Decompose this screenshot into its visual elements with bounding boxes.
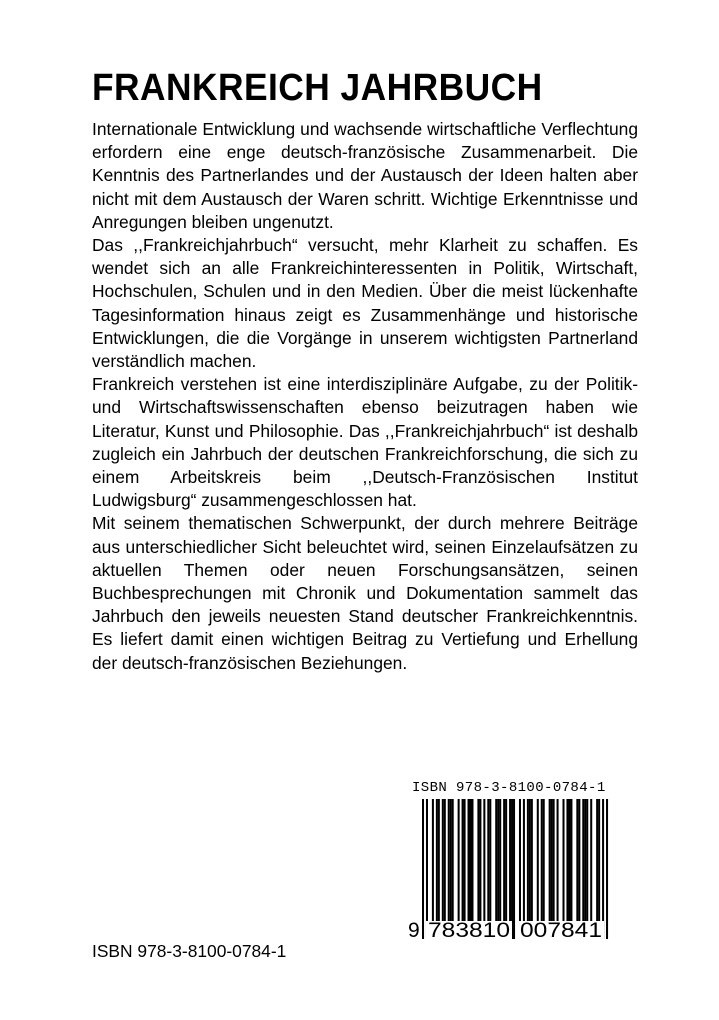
barcode-bar	[438, 799, 440, 939]
barcode-bar	[511, 799, 513, 939]
barcode-bar	[537, 799, 539, 939]
barcode-bar	[568, 799, 570, 939]
barcode-bar	[509, 799, 511, 939]
barcode-digits-right: 007841	[520, 919, 602, 939]
barcode-bar	[549, 799, 551, 939]
barcode-bar	[529, 799, 531, 939]
barcode-bar	[586, 799, 588, 939]
barcode-bar	[527, 799, 529, 939]
barcode-bar	[444, 799, 446, 939]
barcode-bar	[562, 799, 564, 939]
barcode-bar	[479, 799, 481, 939]
barcode-digit-first: 9	[408, 919, 420, 939]
barcode-bar	[566, 799, 568, 939]
barcode-bar	[570, 799, 572, 939]
barcode-bar	[582, 799, 584, 939]
barcode-bar	[469, 799, 471, 939]
barcode-bar	[606, 799, 608, 939]
barcode-bar	[468, 799, 470, 939]
barcode-bar	[426, 799, 428, 939]
barcode	[406, 780, 610, 940]
barcode-bar	[422, 799, 424, 939]
barcode-bar	[523, 799, 525, 939]
barcode-bar	[503, 799, 505, 939]
barcode-bar	[436, 799, 438, 939]
barcode-isbn-label: ISBN 978-3-8100-0784-1	[412, 780, 606, 796]
barcode-bars	[406, 799, 610, 939]
barcode-bar	[590, 799, 592, 939]
barcode-bar	[448, 799, 450, 939]
barcode-bar	[487, 799, 489, 939]
barcode-bar	[471, 799, 473, 939]
paragraph-2: Das ,,Frankreichjahrbuch“ versucht, mehr Klarheit zu schaffen. Es wendet sich an alle Frankreichinteressenten in Politik, Wirtschaft, Hochschulen, Schulen und in den Medien. Über die meist lückenhafte Tagesinformation hinaus zeigt es Zusammenhänge und historische Entwicklungen, die die Vorgänge in unserem wichtigsten Partnerland verständlich machen.	[92, 235, 638, 372]
barcode-bar	[489, 799, 491, 939]
barcode-bar	[499, 799, 501, 939]
barcode-bar	[531, 799, 533, 939]
barcode-digits-left: 783810	[428, 919, 510, 939]
barcode-bar	[505, 799, 507, 939]
barcode-bar	[596, 799, 598, 939]
barcode-bar	[543, 799, 545, 939]
barcode-bar	[602, 799, 604, 939]
barcode-bar	[432, 799, 434, 939]
barcode-bar	[458, 799, 460, 939]
barcode-bar	[576, 799, 578, 939]
barcode-bar	[578, 799, 580, 939]
barcode-bar	[497, 799, 499, 939]
barcode-bar	[477, 799, 479, 939]
barcode-bar	[519, 799, 521, 939]
barcode-bar	[464, 799, 466, 939]
blurb-text	[92, 118, 638, 675]
barcode-bar	[557, 799, 559, 939]
book-title: FRANKREICH JAHRBUCH	[92, 67, 543, 109]
barcode-bar	[452, 799, 454, 939]
barcode-bar	[483, 799, 485, 939]
barcode-bar	[541, 799, 543, 939]
barcode-bar	[442, 799, 444, 939]
barcode-bar	[553, 799, 555, 939]
isbn-bottom: ISBN 978-3-8100-0784-1	[92, 941, 287, 961]
barcode-bar	[462, 799, 464, 939]
barcode-bar	[513, 799, 515, 939]
paragraph-4: Mit seinem thematischen Schwerpunkt, der durch mehrere Beiträge aus unterschiedlicher Sicht beleuchtet wird, seinen Einzelaufsätzen zu aktuellen Themen oder neuen Forschungsansätzen, seinen Buchbesprechungen mit Chronik und Dokumentation sammelt das Jahrbuch den jeweils neuesten Stand deutscher Frankreichkenntnis. Es liefert damit einen wichtigen Beitrag zu Vertiefung und Erhellung der deutsch-französischen Beziehungen.	[92, 513, 638, 673]
paragraph-3: Frankreich verstehen ist eine interdisziplinäre Aufgabe, zu der Politik- und Wirtschaftswissenschaften ebenso beizutragen haben wie Literatur, Kunst und Philosophie. Das ,,Frankreichjahrbuch“ ist deshalb zugleich ein Jahrbuch der deutschen Frankreichforschung, die sich zu einem Arbeitskreis beim ,,Deutsch-Französischen Institut Ludwigsburg“ zusammengeschlossen hat.	[92, 374, 638, 511]
barcode-stripes	[422, 799, 608, 939]
barcode-bar	[495, 799, 497, 939]
barcode-bar	[598, 799, 600, 939]
barcode-bar	[584, 799, 586, 939]
barcode-bar	[551, 799, 553, 939]
barcode-bar	[450, 799, 452, 939]
paragraph-1: Internationale Entwicklung und wachsende wirtschaftliche Verflechtung erfordern eine enge deutsch-französische Zusammenarbeit. Die Kenntnis des Partnerlandes und der Austausch der Ideen halten aber nicht mit dem Austausch der Waren schritt. Wichtige Erkenntnisse und Anregungen bleiben ungenutzt.	[92, 119, 638, 232]
